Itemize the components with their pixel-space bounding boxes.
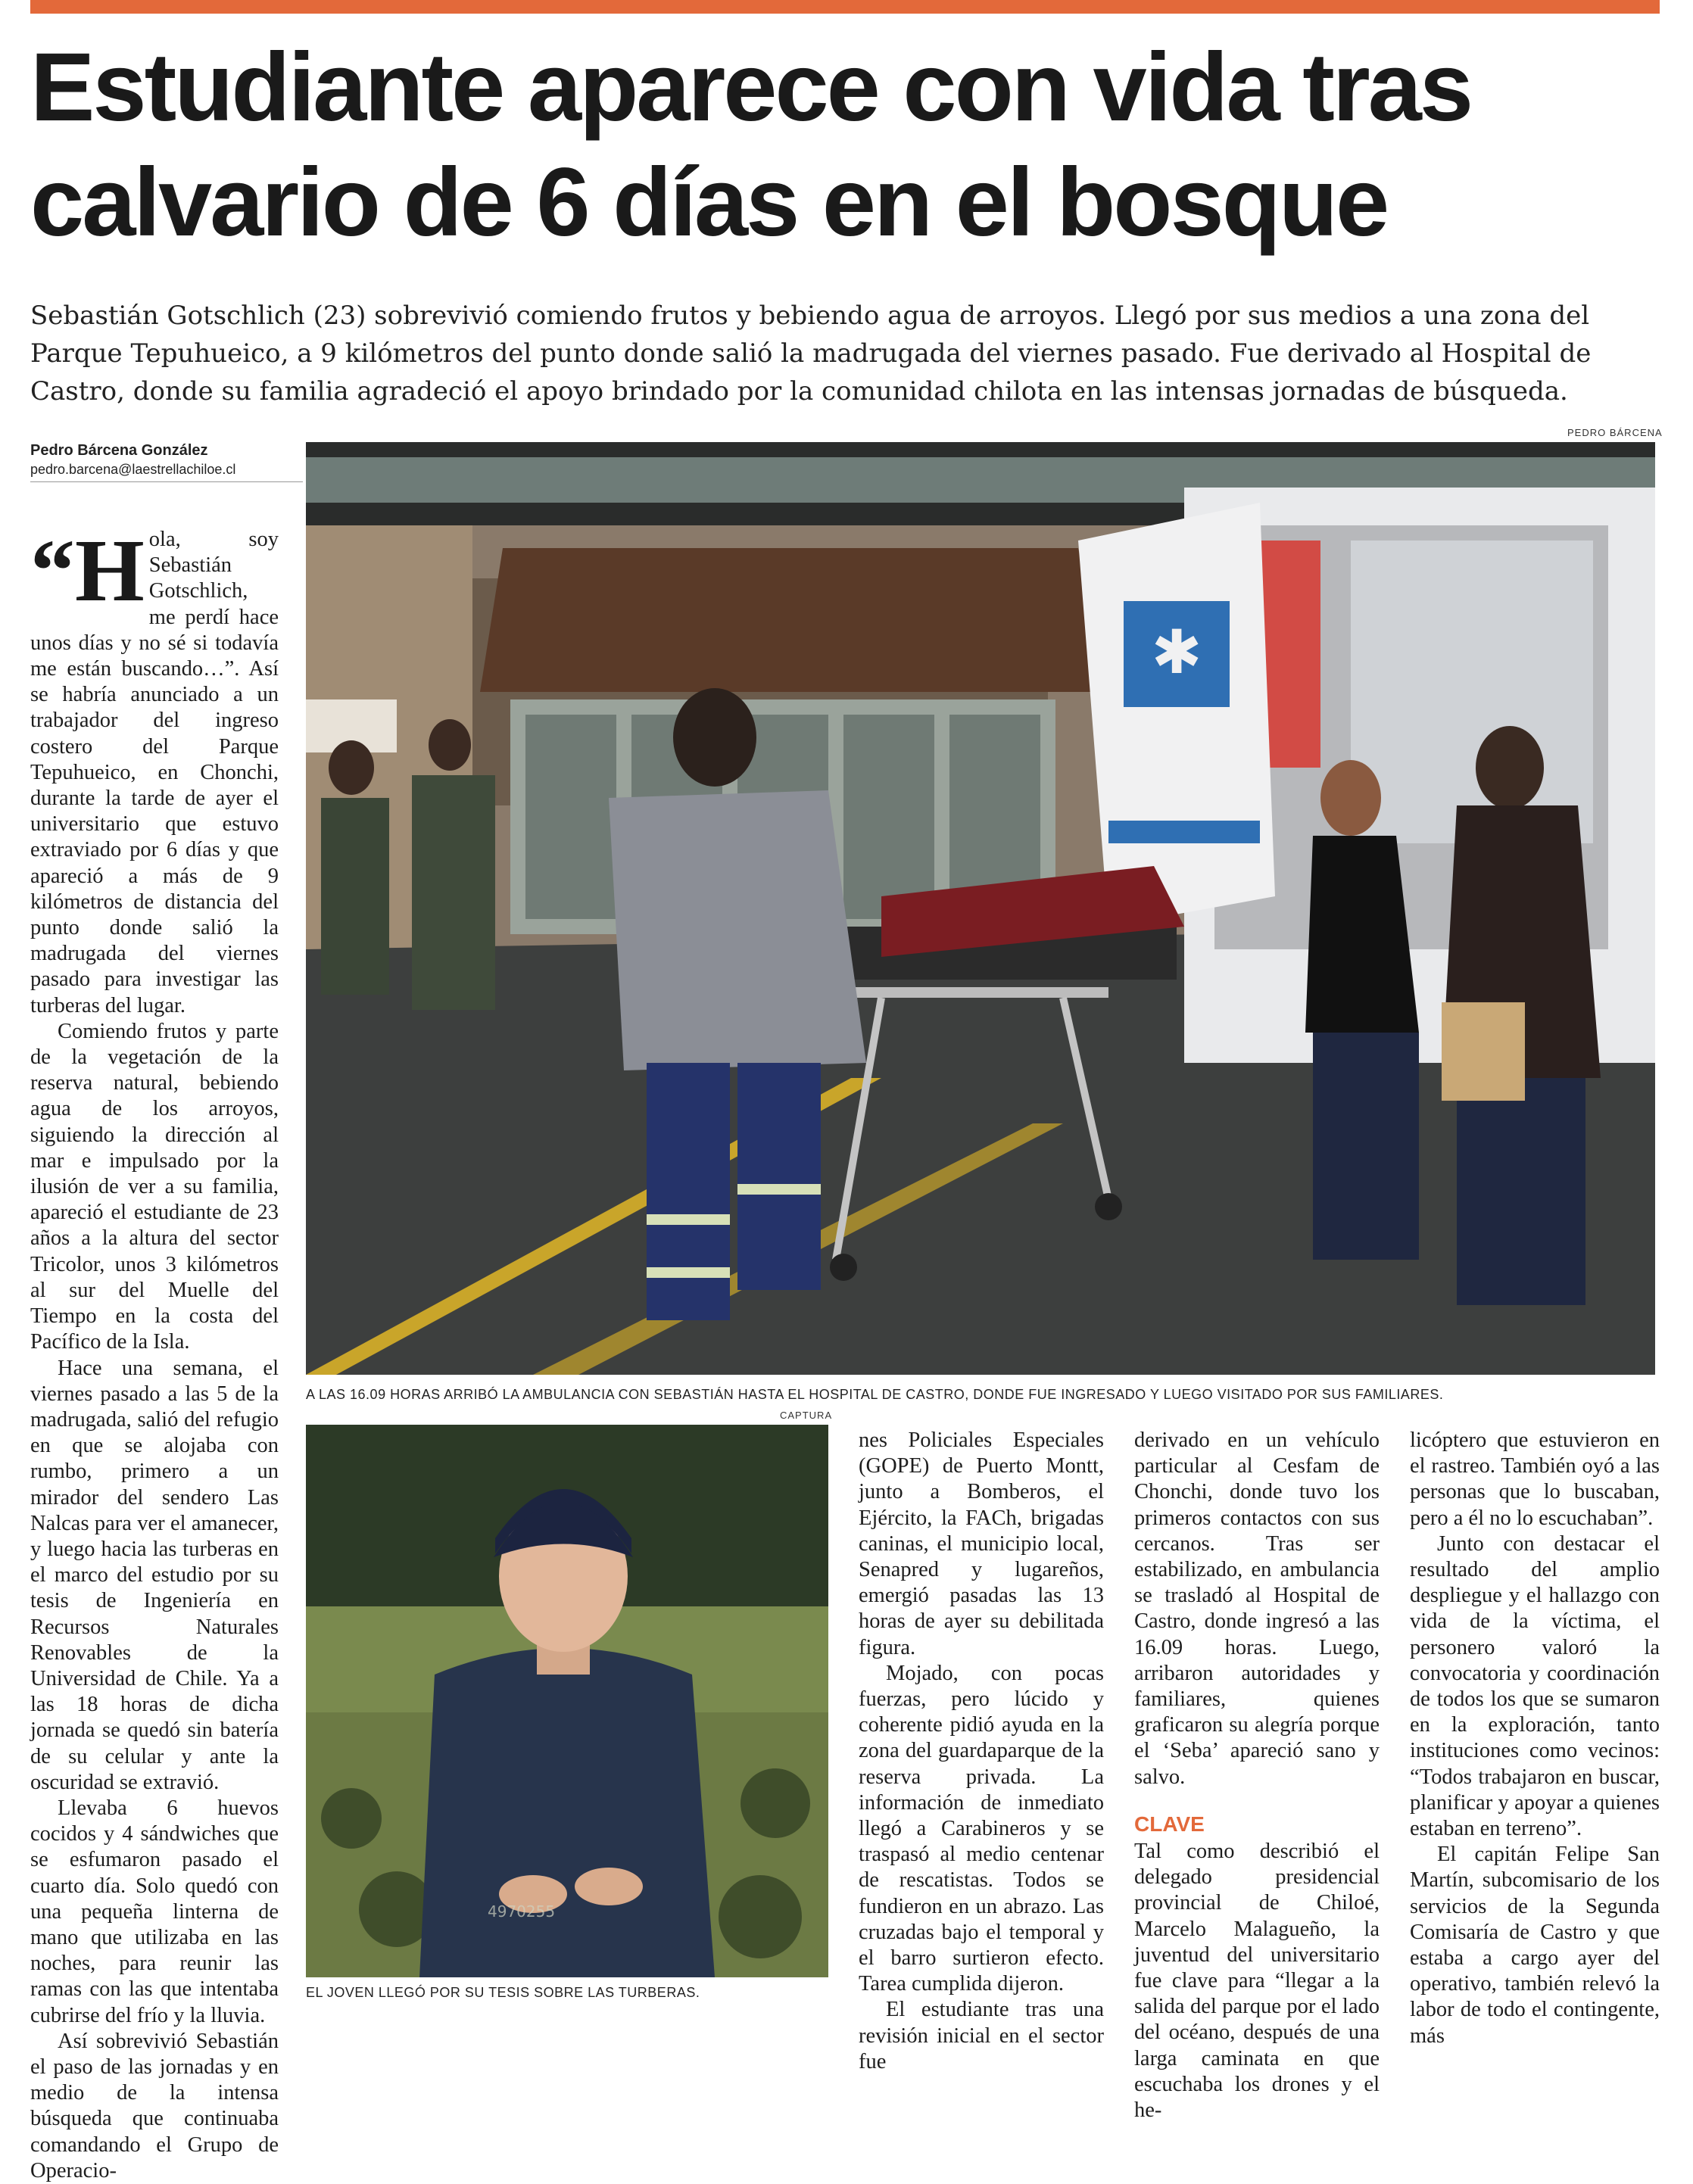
author-email[interactable]: pedro.barcena@laestrellachiloe.cl (30, 462, 236, 477)
photo2-credit: CAPTURA (780, 1410, 833, 1421)
col2-paragraph-3: El estudiante tras una revisión inicial en el sector fue (859, 1998, 1104, 2073)
article-column-1 (30, 521, 279, 2184)
deck-subtitle: Sebastián Gotschlich (23) sobrevivió comiendo frutos y bebiendo agua de arroyos. Llegó por sus medios a una zona del Parque Tepuhueico, a 9 kilómetros del punto donde salió la madrugada del viernes pasado. Fue derivado al Hospital de Castro, donde su familia agradeció el apoyo brindado por la comunidad chilota en las intensas jornadas de búsqueda. (30, 301, 1592, 407)
photo2-watermark: 4970255 (488, 1902, 556, 1921)
col1-paragraph-1: ola, soy Sebastián Gotschlich, me perdí hace unos días y no sé si todavía me están buscando…”. Así se habría anunciado a un trabajador del ingreso costero del Parque Tepuhueico, en Chonchi, durante la tarde de ayer el universitario que estuvo extraviado por 6 días y que apareció a más de 9 kilómetros de distancia del punto donde salió la madrugada del viernes pasado para investigar las turberas del lugar. (30, 528, 279, 1017)
ambulance-photo (306, 442, 1655, 1375)
col2-paragraph-2: Mojado, con pocas fuerzas, pero lúcido y coherente pidió ayuda en la zona del guardaparque de la reserva privada. La información de inmediato llegó a Carabineros y se traspasó al medio centenar de rescatistas. Todos se fundieron en un abrazo. Las cruzadas bajo el temporal y el barro surtieron efecto. Tarea cumplida dijeron. (859, 1661, 1104, 1996)
photo2-caption: EL JOVEN LLEGÓ POR SU TESIS SOBRE LAS TURBERAS. (306, 1985, 700, 2000)
col4-paragraph-3: El capitán Felipe San Martín, subcomisario de los servicios de la Segunda Comisaría de Castro y que estaba a cargo ayer del operativo, también relevó la labor de todo el contingente, más (1410, 1843, 1660, 2048)
col3-paragraph-2: Tal como describió el delegado presidencial provincial de Chiloé, Marcelo Malagueño, la juventud del universitario fue clave para “llegar a la salida del parque por el lado del océano, después de una larga caminata en que escuchaba los drones y el he- (1134, 1840, 1380, 2123)
col1-paragraph-5: Así sobrevivió Sebastián el paso de las jornadas y en medio de la intensa búsqueda que continuaba comandando el Grupo de Operacio- (30, 2029, 279, 2182)
drop-cap: “H (30, 521, 145, 620)
byline (30, 441, 303, 482)
col4-paragraph-1: licóptero que estuvieron en el rastreo. También oyó a las personas que lo buscaban, pero a él no lo escuchaban”. (1410, 1428, 1660, 1530)
svg-text:✱: ✱ (1151, 617, 1202, 687)
col1-paragraph-4: Llevaba 6 huevos cocidos y 4 sándwiches que se esfumaron pasado el cuarto día. Solo quedó con una pequeña linterna de mano que utilizaba en las noches, para reunir las ramas con las que intentaba cubrirse del frío y la lluvia. (30, 1796, 279, 2027)
col3-paragraph-1: derivado en un vehículo particular al Cesfam de Chonchi, donde tuvo los primeros contactos con sus cercanos. Tras ser estabilizado, en ambulancia se trasladó al Hospital de Castro, donde ingresó a las 16.09 horas. Luego, arribaron autoridades y familiares, quienes graficaron su alegría porque el ‘Seba’ apareció sano y salvo. (1134, 1428, 1380, 1789)
top-accent-bar (30, 0, 1660, 14)
photo1-caption: A LAS 16.09 HORAS ARRIBÓ LA AMBULANCIA CON SEBASTIÁN HASTA EL HOSPITAL DE CASTRO, DONDE FUE INGRESADO Y LUEGO VISITADO POR SUS FAMILIARES. (306, 1387, 1444, 1402)
col1-paragraph-3: Hace una semana, el viernes pasado a las 5 de la madrugada, salió del refugio en que se alojaba con rumbo, primero a un mirador del sendero Las Nalcas para ver el amanecer, y luego hacia las turberas en el marco del estudio por su tesis de Ingeniería en Recursos Naturales Renovables de la Universidad de Chile. Ya a las 18 horas de dicha jornada se quedó sin batería de su celular y ante la oscuridad se extravió. (30, 1356, 279, 1794)
author-name: Pedro Bárcena González (30, 442, 208, 459)
article-column-4 (1410, 1428, 1660, 2049)
student-photo (306, 1425, 828, 1977)
subhead-clave: CLAVE (1134, 1812, 1205, 1836)
photo1-credit: PEDRO BÁRCENA (1567, 427, 1663, 438)
article-column-2 (859, 1428, 1104, 2075)
col2-paragraph-1: nes Policiales Especiales (GOPE) de Puerto Montt, junto a Bomberos, el Ejército, la FACh, brigadas caninas, el municipio local, Senapred y lugareños, emergió pasadas las 13 horas de ayer su debilitada figura. (859, 1428, 1104, 1659)
headline: Estudiante aparece con vida tras calvario de 6 días en el bosque (30, 33, 1471, 257)
article-column-3 (1134, 1428, 1380, 2123)
col4-paragraph-2: Junto con destacar el resultado del amplio despliegue y el hallazgo con vida de la víctima, el personero valoró la convocatoria y coordinación de todos los que se sumaron en la exploración, tanto instituciones como vecinos: “Todos trabajaron en buscar, planificar y apoyar a quienes estaban en terreno”. (1410, 1531, 1660, 1841)
col1-paragraph-2: Comiendo frutos y parte de la vegetación de la reserva natural, bebiendo agua de los arroyos, siguiendo la dirección al mar e impulsado por la ilusión de ver a su familia, apareció el estudiante de 23 años a la altura del sector Tricolor, unos 3 kilómetros al sur del Muelle del Tiempo en la costa del Pacífico de la Isla. (30, 1019, 279, 1354)
